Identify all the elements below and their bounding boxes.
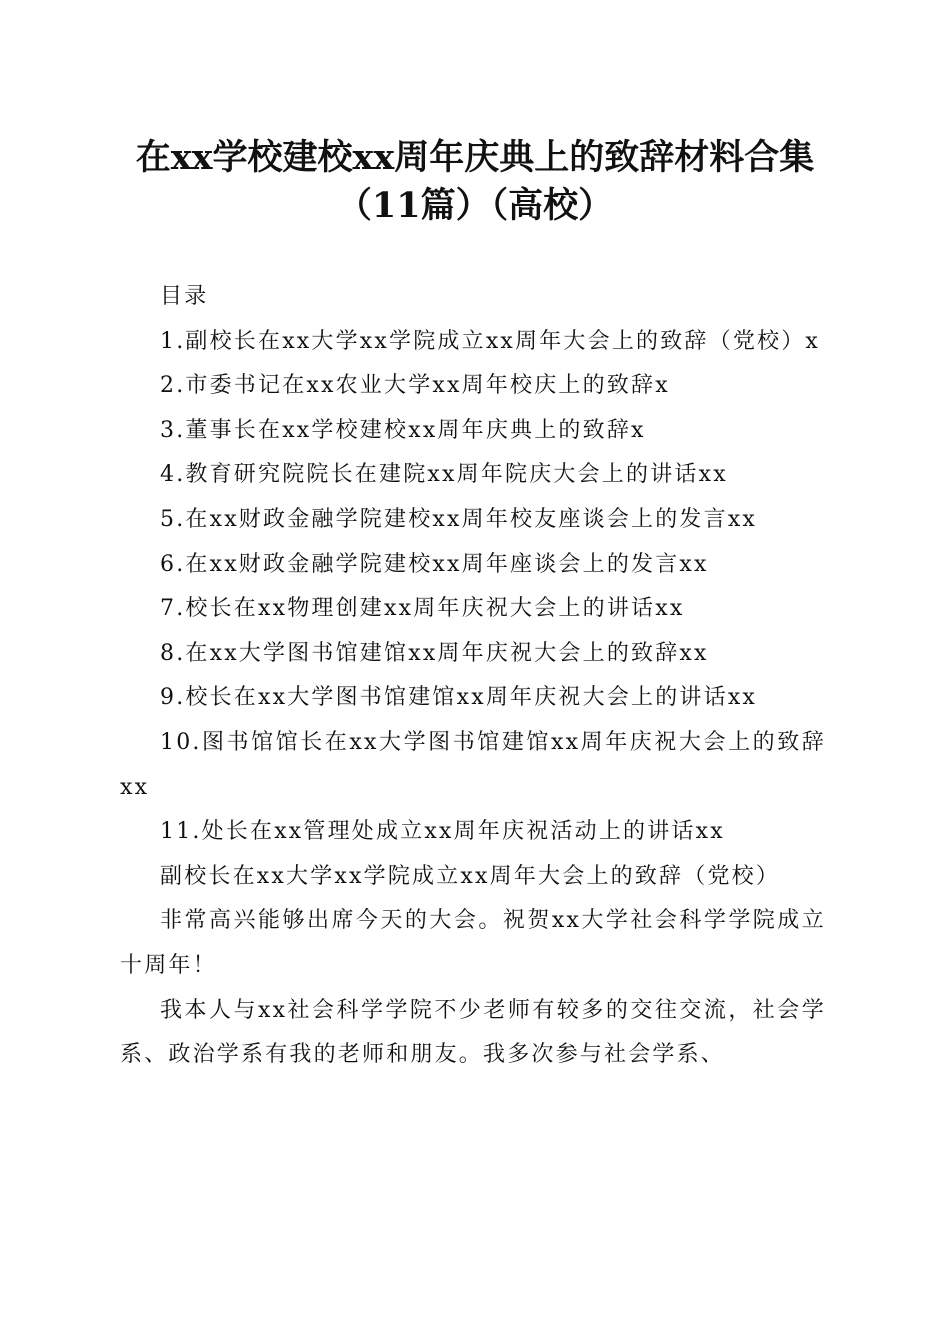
toc-heading: 目录 bbox=[160, 284, 209, 309]
toc-item: 10.图书馆馆长在xx大学图书馆建馆xx周年庆祝大会上的致辞xx bbox=[120, 729, 826, 800]
toc-item: 7.校长在xx物理创建xx周年庆祝大会上的讲话xx bbox=[160, 596, 685, 622]
toc-item: 3.董事长在xx学校建校xx周年庆典上的致辞x bbox=[160, 417, 646, 443]
toc-item: 1.副校长在xx大学xx学院成立xx周年大会上的致辞（党校）x bbox=[160, 328, 821, 354]
toc-item: 5.在xx财政金融学院建校xx周年校友座谈会上的发言xx bbox=[160, 506, 758, 532]
document-title bbox=[118, 134, 832, 230]
toc-item: 9.校长在xx大学图书馆建馆xx周年庆祝大会上的讲话xx bbox=[160, 685, 758, 711]
toc-item: 6.在xx财政金融学院建校xx周年座谈会上的发言xx bbox=[160, 551, 709, 577]
section-title: 副校长在xx大学xx学院成立xx周年大会上的致辞（党校） bbox=[160, 863, 781, 889]
toc-item: 8.在xx大学图书馆建馆xx周年庆祝大会上的致辞xx bbox=[160, 640, 709, 666]
body-paragraph: 非常高兴能够出席今天的大会。祝贺xx大学社会科学学院成立十周年！ bbox=[120, 908, 826, 978]
table-of-contents bbox=[120, 320, 826, 855]
toc-item: 4.教育研究院院长在建院xx周年院庆大会上的讲话xx bbox=[160, 462, 728, 488]
document-body bbox=[120, 275, 826, 1078]
title-line-1: 在xx学校建校xx周年庆典上的致辞材料合集 bbox=[135, 137, 815, 178]
body-paragraph: 我本人与xx社会科学学院不少老师有较多的交往交流，社会学系、政治学系有我的老师和朋友。我多次参与社会学系、 bbox=[120, 997, 826, 1068]
toc-item: 11.处长在xx管理处成立xx周年庆祝活动上的讲话xx bbox=[160, 819, 725, 845]
title-line-2: （11篇）（高校） bbox=[336, 185, 614, 226]
toc-item: 2.市委书记在xx农业大学xx周年校庆上的致辞x bbox=[160, 373, 670, 399]
